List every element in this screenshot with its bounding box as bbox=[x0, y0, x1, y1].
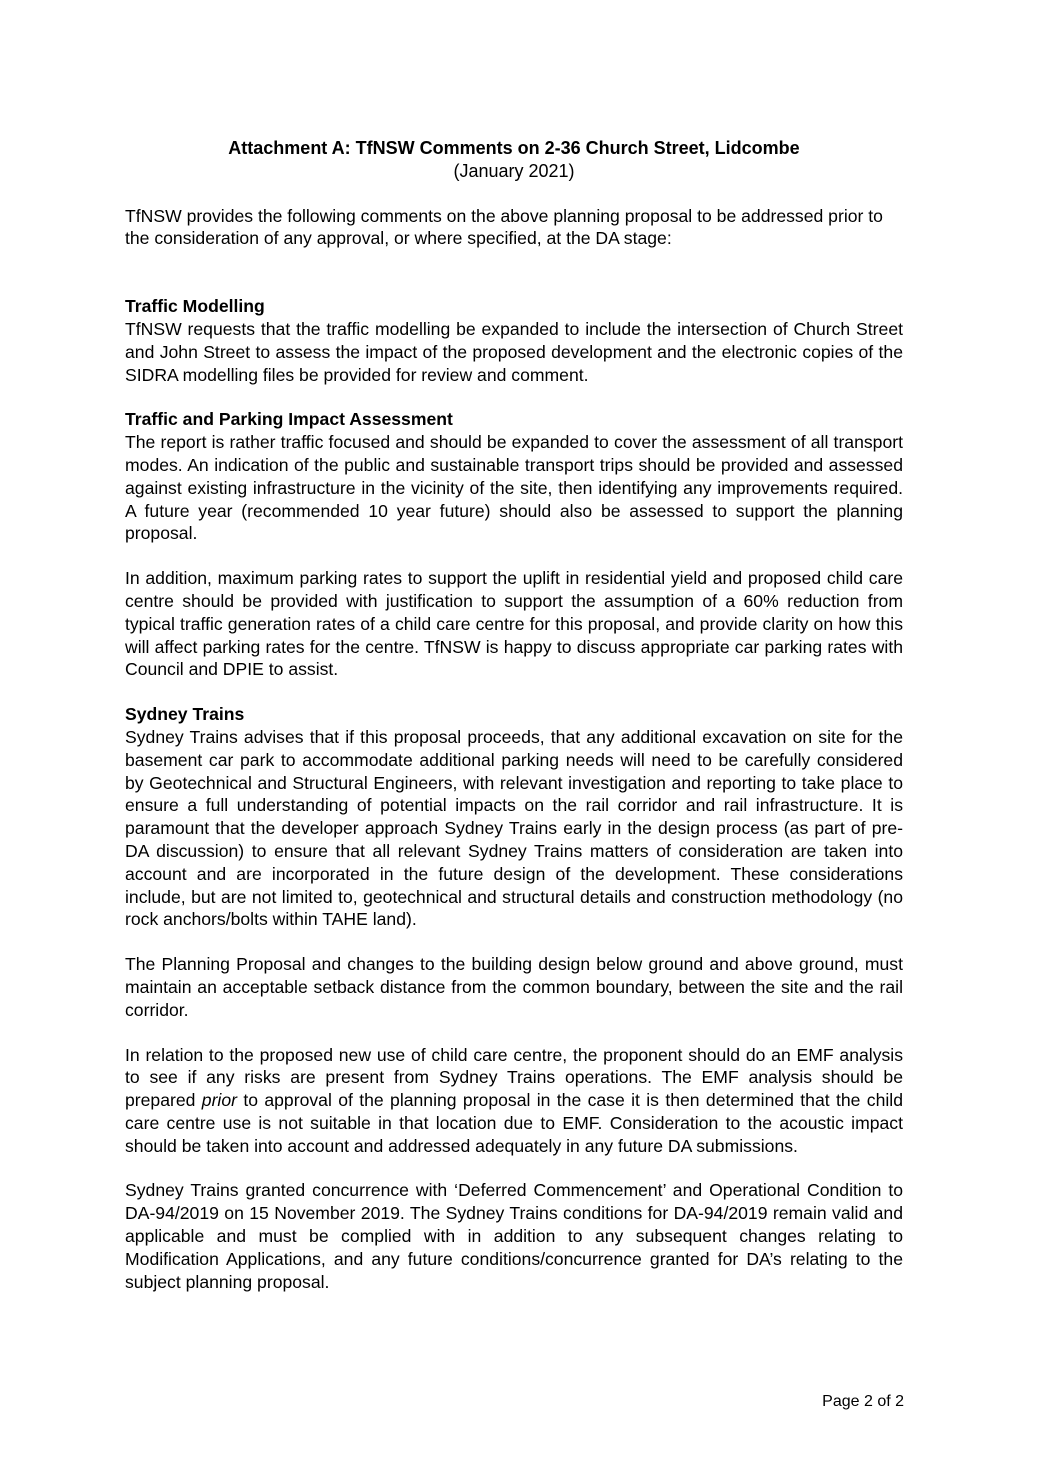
section-heading: Traffic and Parking Impact Assessment bbox=[125, 409, 453, 430]
document-title: Attachment A: TfNSW Comments on 2-36 Church Street, Lidcombe bbox=[228, 138, 800, 158]
section-traffic-parking bbox=[125, 408, 903, 681]
document-page bbox=[125, 137, 903, 1315]
section-heading: Traffic Modelling bbox=[125, 296, 265, 317]
emf-text-before: In relation to the proposed new use of child care centre, the proponent should do an EMF analysis to see if any risks are present from Sydney Trains operations. The EMF analysis should be prepared bbox=[125, 1044, 903, 1111]
section-paragraph: Sydney Trains granted concurrence with ‘Deferred Commencement’ and Operational Condition to DA-94/2019 on 15 November 2019. The Sydney Trains conditions for DA-94/2019 remain valid and applicable and must be complied with in addition to any subsequent changes relating to Modification Applications, and any future conditions/concurrence granted for DA’s relating to the subject planning proposal. bbox=[125, 1180, 903, 1292]
section-sydney-trains bbox=[125, 703, 903, 1293]
section-heading: Sydney Trains bbox=[125, 704, 245, 725]
section-paragraph-emf bbox=[125, 1044, 903, 1158]
section-paragraph: Sydney Trains advises that if this proposal proceeds, that any additional excavation on site for the basement car park to accommodate additional parking needs will need to be carefully considered by Geotechnical and Structural Engineers, with relevant investigation and reporting to take place to ensure a full understanding of potential impacts on the rail corridor and rail infrastructure. It is paramount that the developer approach Sydney Trains early in the design process (as part of pre-DA discussion) to ensure that all relevant Sydney Trains matters of consideration are taken into account and are incorporated in the future design of the development. These considerations include, but are not limited to, geotechnical and structural details and construction methodology (no rock anchors/bolts within TAHE land). bbox=[125, 726, 903, 930]
section-paragraph: TfNSW requests that the traffic modelling be expanded to include the intersection of Church Street and John Street to assess the impact of the proposed development and the electronic copies of the SIDRA modelling files be provided for review and comment. bbox=[125, 318, 903, 385]
emf-text-after: to approval of the planning proposal in the case it is then determined that the child care centre use is not suitable in that location due to EMF. Consideration to the acoustic impact should be taken into account and addressed adequately in any future DA submissions. bbox=[125, 1090, 903, 1156]
title-block bbox=[125, 137, 903, 183]
section-traffic-modelling bbox=[125, 295, 903, 386]
section-paragraph: The Planning Proposal and changes to the building design below ground and above ground, must maintain an acceptable setback distance from the common boundary, between the site and the rail corridor. bbox=[125, 954, 903, 1020]
document-date: (January 2021) bbox=[453, 160, 575, 181]
section-paragraph: The report is rather traffic focused and should be expanded to cover the assessment of all transport modes. An indication of the public and sustainable transport trips should be provided and assessed against existing infrastructure in the vicinity of the site, then identifying any improvements required. A future year (recommended 10 year future) should also be assessed to support the planning proposal. bbox=[125, 432, 903, 544]
emf-italic-word: prior bbox=[201, 1090, 237, 1111]
intro-paragraph: TfNSW provides the following comments on the above planning proposal to be addressed prior to the consideration of any approval, or where specified, at the DA stage: bbox=[125, 205, 883, 249]
page-number: Page 2 of 2 bbox=[822, 1393, 904, 1410]
section-paragraph: In addition, maximum parking rates to support the uplift in residential yield and proposed child care centre should be provided with justification to support the assumption of a 60% reduction from typical traffic generation rates of a child care centre for this proposal, and provide clarity on how this will affect parking rates for the centre. TfNSW is happy to discuss appropriate car parking rates with Council and DPIE to assist. bbox=[125, 568, 903, 680]
